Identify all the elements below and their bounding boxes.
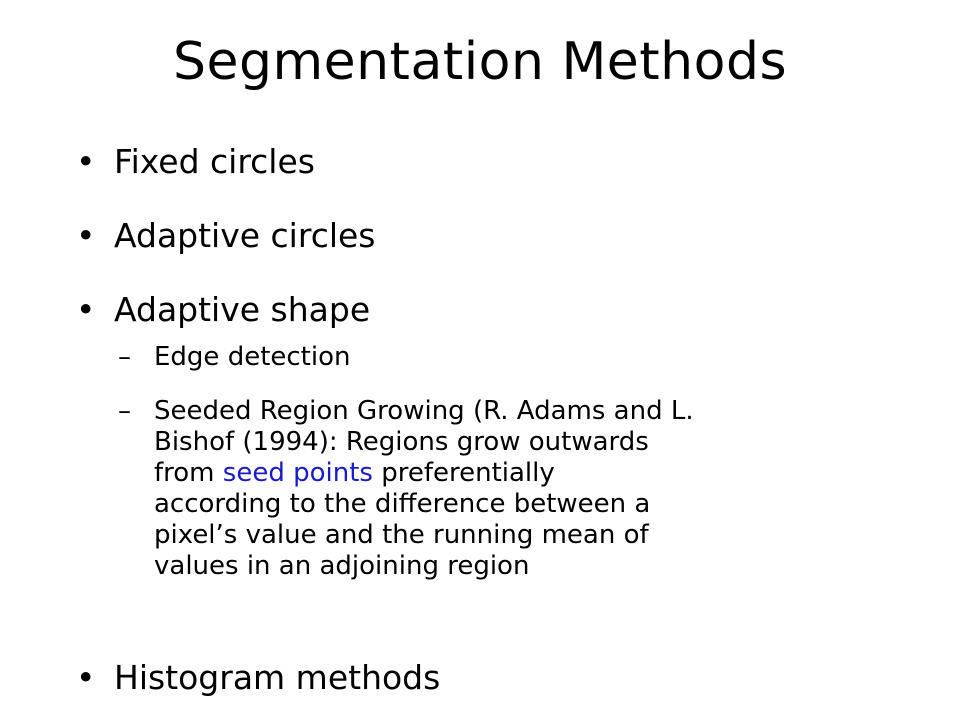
paragraph-line: Bishof (1994): Regions grow outwards: [154, 427, 649, 457]
subbullet-dash: –: [118, 396, 131, 426]
bullet-fixed-circles: [76, 140, 315, 184]
paragraph-text: preferentially: [372, 458, 555, 488]
bullet-dot: •: [76, 658, 96, 697]
bullet-label: Histogram methods: [114, 658, 441, 697]
bullet-adaptive-circles: [76, 214, 376, 258]
bullet-dot: •: [76, 216, 96, 255]
paragraph-line: according to the difference between a: [154, 489, 651, 519]
bullet-dot: •: [76, 142, 96, 181]
paragraph-line: Seeded Region Growing (R. Adams and L.: [154, 396, 694, 426]
paragraph-line: pixel’s value and the running mean of: [154, 520, 649, 550]
subbullet-paragraph: [154, 396, 844, 582]
subbullet-label: Edge detection: [154, 342, 351, 372]
paragraph-text: from: [154, 458, 223, 488]
bullet-label: Adaptive circles: [114, 216, 376, 255]
paragraph-line: [154, 458, 844, 489]
subbullet-edge-detection: [118, 342, 844, 373]
slide-title: Segmentation Methods: [172, 32, 788, 92]
bullet-label: Fixed circles: [114, 142, 315, 181]
bullet-dot: •: [76, 290, 96, 329]
bullet-histogram-methods: [76, 656, 440, 700]
bullet-adaptive-shape: [76, 288, 370, 332]
subbullet-dash: –: [118, 342, 131, 372]
subbullet-seeded-region-growing: [118, 396, 844, 582]
paragraph-line: values in an adjoining region: [154, 551, 530, 581]
bullet-label: Adaptive shape: [114, 290, 371, 329]
highlight-seed-points: seed points: [222, 458, 373, 488]
